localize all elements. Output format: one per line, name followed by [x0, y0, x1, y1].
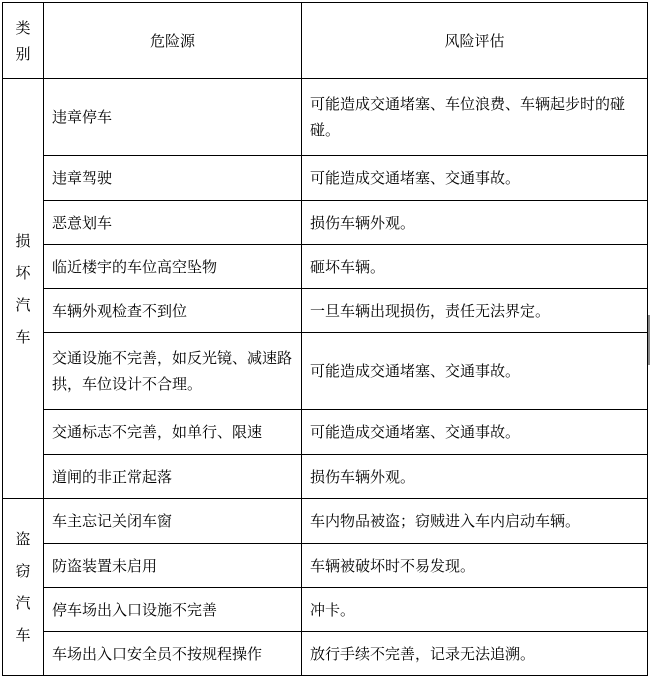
- assessment-cell: 可能造成交通堵塞、交通事故。: [302, 333, 648, 410]
- table-row: [3, 499, 648, 544]
- assessment-cell: 损伤车辆外观。: [302, 201, 648, 245]
- category-cell: 损坏汽车: [3, 79, 44, 499]
- table-row: [3, 632, 648, 676]
- hazard-cell: 临近楼宇的车位高空坠物: [44, 245, 302, 289]
- header-row: [3, 3, 648, 79]
- table-row: [3, 156, 648, 201]
- hazard-cell: 道闸的非正常起落: [44, 455, 302, 499]
- header-hazard: 危险源: [44, 3, 302, 79]
- table-row: [3, 455, 648, 499]
- hazard-cell: 停车场出入口设施不完善: [44, 588, 302, 632]
- assessment-cell: 一旦车辆出现损伤，责任无法界定。: [302, 289, 648, 333]
- table-row: [3, 245, 648, 289]
- hazard-cell: 恶意划车: [44, 201, 302, 245]
- table-row: [3, 79, 648, 156]
- table-row: [3, 289, 648, 333]
- hazard-cell: 交通标志不完善，如单行、限速: [44, 410, 302, 455]
- hazard-cell: 车辆外观检查不到位: [44, 289, 302, 333]
- assessment-cell: 车辆被破坏时不易发现。: [302, 544, 648, 588]
- assessment-cell: 损伤车辆外观。: [302, 455, 648, 499]
- header-assessment: 风险评估: [302, 3, 648, 79]
- hazard-cell: 违章停车: [44, 79, 302, 156]
- header-category: 类别: [3, 3, 44, 79]
- assessment-cell: 砸坏车辆。: [302, 245, 648, 289]
- category-cell: 盗窃汽车: [3, 499, 44, 676]
- hazard-cell: 防盗装置未启用: [44, 544, 302, 588]
- assessment-cell: 可能造成交通堵塞、车位浪费、车辆起步时的碰碰。: [302, 79, 648, 156]
- hazard-cell: 违章驾驶: [44, 156, 302, 201]
- table-row: [3, 333, 648, 410]
- assessment-cell: 冲卡。: [302, 588, 648, 632]
- assessment-cell: 可能造成交通堵塞、交通事故。: [302, 156, 648, 201]
- table-row: [3, 544, 648, 588]
- assessment-cell: 车内物品被盗；窃贼进入车内启动车辆。: [302, 499, 648, 544]
- table-row: [3, 201, 648, 245]
- assessment-cell: 可能造成交通堵塞、交通事故。: [302, 410, 648, 455]
- hazard-cell: 车主忘记关闭车窗: [44, 499, 302, 544]
- hazard-cell: 交通设施不完善，如反光镜、减速路拱，车位设计不合理。: [44, 333, 302, 410]
- hazard-cell: 车场出入口安全员不按规程操作: [44, 632, 302, 676]
- assessment-cell: 放行手续不完善，记录无法追溯。: [302, 632, 648, 676]
- table-row: [3, 410, 648, 455]
- table-row: [3, 588, 648, 632]
- risk-table: [2, 2, 648, 676]
